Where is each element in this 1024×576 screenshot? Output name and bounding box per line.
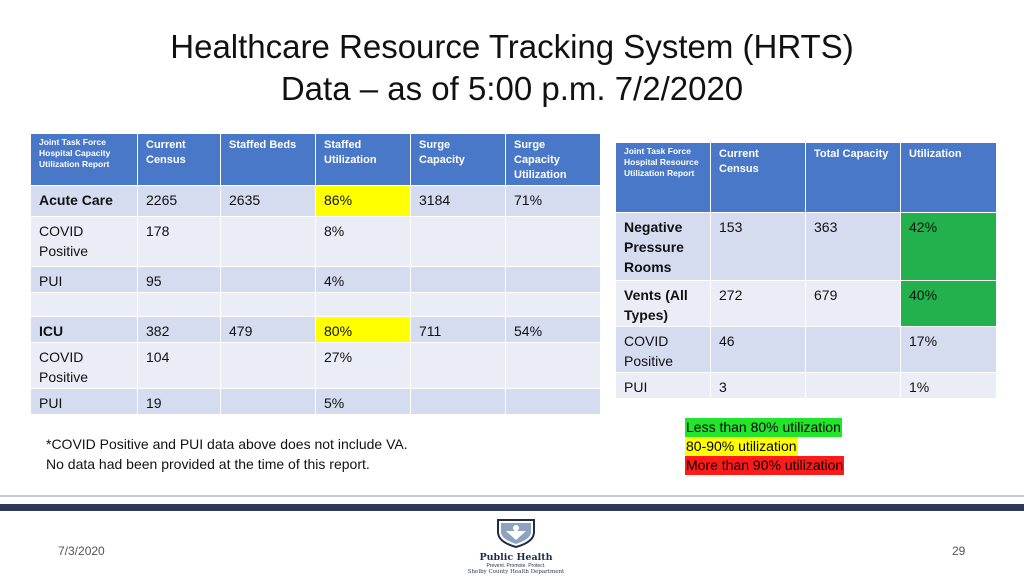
logo-name: Public Health <box>479 552 553 563</box>
footer-divider-dark <box>0 504 1024 511</box>
row-label: COVID Positive <box>616 327 711 373</box>
row-label: COVID Positive <box>31 217 138 267</box>
column-header: Joint Task Force Hospital Resource Utilization Report <box>616 143 711 213</box>
legend-green: Less than 80% utilization <box>686 419 841 435</box>
column-header: Utilization <box>901 143 997 213</box>
footnote <box>46 434 408 474</box>
table-row <box>31 217 601 267</box>
table-cell <box>411 343 506 389</box>
table-row-spacer <box>31 293 601 317</box>
hospital-capacity-table <box>30 133 601 415</box>
table-cell-highlight: 80% <box>316 317 411 343</box>
column-header: Current Census <box>138 134 221 186</box>
table-row <box>31 343 601 389</box>
title-line-1: Healthcare Resource Tracking System (HRTS) <box>170 28 854 65</box>
table-row <box>31 317 601 343</box>
table-cell: 1% <box>901 373 997 399</box>
table-cell: 178 <box>138 217 221 267</box>
table-row <box>616 327 997 373</box>
table-cell: 54% <box>506 317 601 343</box>
table-header-row <box>31 134 601 186</box>
table-cell: 382 <box>138 317 221 343</box>
table-cell: 71% <box>506 186 601 217</box>
table-cell: 104 <box>138 343 221 389</box>
table-cell-highlight: 86% <box>316 186 411 217</box>
table-cell <box>221 389 316 415</box>
footnote-line-2: No data had been provided at the time of this report. <box>46 456 370 472</box>
logo-department: Shelby County Health Department <box>467 569 565 575</box>
table-cell: 679 <box>806 281 901 327</box>
column-header: Current Census <box>711 143 806 213</box>
footnote-line-1: *COVID Positive and PUI data above does not include VA. <box>46 436 408 452</box>
table-cell <box>506 217 601 267</box>
table-row <box>616 213 997 281</box>
footer-divider-light <box>0 495 1024 497</box>
legend-yellow: 80-90% utilization <box>686 438 797 454</box>
table-cell <box>506 343 601 389</box>
table-cell <box>221 293 316 317</box>
table-cell: 27% <box>316 343 411 389</box>
table-cell <box>221 267 316 293</box>
shield-icon <box>494 518 538 548</box>
table-cell: 46 <box>711 327 806 373</box>
table-cell-highlight: 42% <box>901 213 997 281</box>
resource-utilization-table <box>615 142 997 399</box>
table-cell <box>411 267 506 293</box>
table-cell: 4% <box>316 267 411 293</box>
table-cell: 5% <box>316 389 411 415</box>
table-cell: 3 <box>711 373 806 399</box>
page-number: 29 <box>952 544 966 558</box>
table-cell: 95 <box>138 267 221 293</box>
table-row <box>31 267 601 293</box>
logo-tagline: Prevent. Promote. Protect. <box>486 563 546 569</box>
table-cell <box>806 327 901 373</box>
row-label: PUI <box>31 267 138 293</box>
table-cell <box>506 293 601 317</box>
footer-date: 7/3/2020 <box>58 544 105 558</box>
row-label: COVID Positive <box>31 343 138 389</box>
table-cell: 2265 <box>138 186 221 217</box>
column-header: Surge Capacity <box>411 134 506 186</box>
row-label: ICU <box>31 317 138 343</box>
table-row <box>31 186 601 217</box>
title-line-2: Data – as of 5:00 p.m. 7/2/2020 <box>280 70 744 107</box>
table-cell: 363 <box>806 213 901 281</box>
table-cell: 2635 <box>221 186 316 217</box>
table-cell-highlight: 40% <box>901 281 997 327</box>
column-header: Staffed Utilization <box>316 134 411 186</box>
row-label: PUI <box>616 373 711 399</box>
table-row <box>616 281 997 327</box>
table-cell: 711 <box>411 317 506 343</box>
table-cell: 479 <box>221 317 316 343</box>
table-cell <box>138 293 221 317</box>
table-cell: 153 <box>711 213 806 281</box>
column-header: Total Capacity <box>806 143 901 213</box>
table-cell: 19 <box>138 389 221 415</box>
table-cell <box>316 293 411 317</box>
row-label: Vents (All Types) <box>616 281 711 327</box>
column-header: Surge Capacity Utilization <box>506 134 601 186</box>
table-cell <box>221 217 316 267</box>
utilization-legend <box>684 418 845 475</box>
table-cell: 8% <box>316 217 411 267</box>
row-label: Negative Pressure Rooms <box>616 213 711 281</box>
column-header: Joint Task Force Hospital Capacity Utilization Report <box>31 134 138 186</box>
table-cell <box>506 267 601 293</box>
column-header: Staffed Beds <box>221 134 316 186</box>
table-row <box>31 389 601 415</box>
table-header-row <box>616 143 997 213</box>
table-cell: 17% <box>901 327 997 373</box>
table-cell: 3184 <box>411 186 506 217</box>
row-label: Acute Care <box>31 186 138 217</box>
public-health-logo <box>466 518 566 576</box>
table-cell <box>31 293 138 317</box>
table-cell <box>411 293 506 317</box>
row-label: PUI <box>31 389 138 415</box>
table-cell <box>806 373 901 399</box>
table-cell <box>221 343 316 389</box>
slide-title <box>0 26 1024 110</box>
table-row <box>616 373 997 399</box>
table-cell <box>411 389 506 415</box>
table-cell <box>411 217 506 267</box>
legend-red: More than 90% utilization <box>686 457 844 473</box>
table-cell <box>506 389 601 415</box>
table-cell: 272 <box>711 281 806 327</box>
